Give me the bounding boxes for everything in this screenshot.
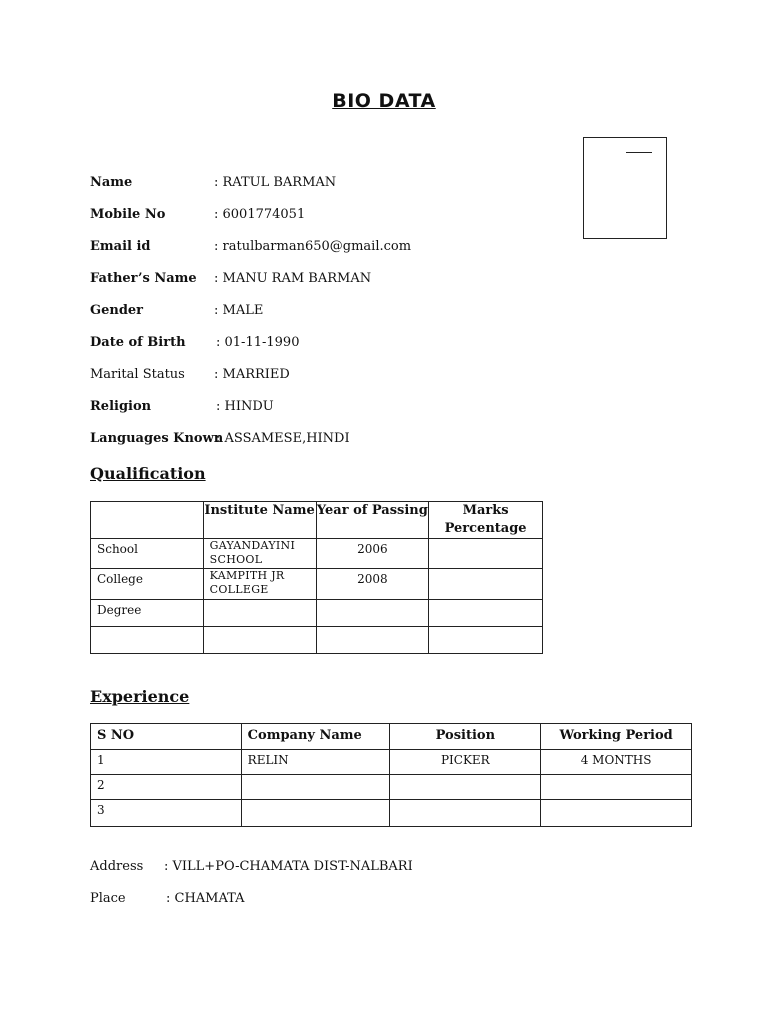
- column-header: Working Period: [541, 724, 692, 750]
- info-value: : MANU RAM BARMAN: [214, 271, 372, 286]
- table-cell: 2008: [316, 569, 429, 600]
- info-label: Email id: [90, 239, 151, 254]
- table-cell: 2006: [316, 539, 429, 569]
- table-row: [91, 750, 692, 775]
- address-value: : VILL+PO-CHAMATA DIST-NALBARI: [164, 859, 413, 874]
- experience-heading: Experience: [90, 687, 190, 706]
- table-cell: [390, 800, 541, 827]
- table-cell: [91, 627, 204, 654]
- info-value: : 01-11-1990: [216, 335, 300, 350]
- qualification-table: [90, 501, 543, 654]
- table-row: [91, 627, 543, 654]
- info-value: : ASSAMESE,HINDI: [216, 431, 350, 446]
- table-cell: College: [91, 569, 204, 600]
- photo-box-mark: [626, 152, 652, 153]
- info-value: : RATUL BARMAN: [214, 175, 337, 190]
- table-header-row: [91, 502, 543, 539]
- table-row: [91, 600, 543, 627]
- table-cell: 1: [91, 750, 242, 775]
- table-cell: [429, 539, 543, 569]
- info-label: Gender: [90, 303, 144, 318]
- column-header: Marks Percentage: [429, 502, 543, 539]
- place-value: : CHAMATA: [166, 891, 245, 906]
- table-cell: [541, 775, 692, 800]
- table-row: [91, 775, 692, 800]
- address-label: Address: [90, 859, 144, 874]
- place-label: Place: [90, 891, 126, 906]
- table-cell: GAYANDAYINI SCHOOL: [203, 539, 316, 569]
- table-row: [91, 539, 543, 569]
- table-cell: [241, 775, 390, 800]
- info-label: Date of Birth: [90, 335, 186, 350]
- info-label: Religion: [90, 399, 152, 414]
- table-cell: [429, 569, 543, 600]
- table-cell: [203, 627, 316, 654]
- column-header: [91, 502, 204, 539]
- info-value: : 6001774051: [214, 207, 306, 222]
- table-cell: KAMPITH JR COLLEGE: [203, 569, 316, 600]
- table-row: [91, 800, 692, 827]
- column-header: Position: [390, 724, 541, 750]
- table-cell: [316, 600, 429, 627]
- info-value: : ratulbarman650@gmail.com: [214, 239, 412, 254]
- info-value: : HINDU: [216, 399, 274, 414]
- info-label: Father’s Name: [90, 271, 197, 286]
- column-header: Year of Passing: [316, 502, 429, 539]
- column-header: Company Name: [241, 724, 390, 750]
- table-cell: [541, 800, 692, 827]
- info-label: Languages Known: [90, 431, 224, 446]
- column-header: S NO: [91, 724, 242, 750]
- table-cell: RELIN: [241, 750, 390, 775]
- table-header-row: [91, 724, 692, 750]
- table-cell: 3: [91, 800, 242, 827]
- table-cell: [316, 627, 429, 654]
- column-header: Institute Name: [203, 502, 316, 539]
- info-value: : MALE: [214, 303, 264, 318]
- info-label: Mobile No: [90, 207, 166, 222]
- table-cell: [390, 775, 541, 800]
- table-cell: 2: [91, 775, 242, 800]
- table-cell: [429, 627, 543, 654]
- experience-table: [90, 723, 692, 827]
- document-title: BIO DATA: [332, 90, 436, 112]
- table-cell: [203, 600, 316, 627]
- table-row: [91, 569, 543, 600]
- info-label: Marital Status: [90, 367, 185, 382]
- photo-box: [583, 137, 667, 239]
- table-cell: [429, 600, 543, 627]
- table-cell: School: [91, 539, 204, 569]
- qualification-heading: Qualification: [90, 464, 206, 483]
- info-label: Name: [90, 175, 133, 190]
- table-cell: 4 MONTHS: [541, 750, 692, 775]
- info-value: : MARRIED: [214, 367, 290, 382]
- table-cell: [241, 800, 390, 827]
- table-cell: PICKER: [390, 750, 541, 775]
- table-cell: Degree: [91, 600, 204, 627]
